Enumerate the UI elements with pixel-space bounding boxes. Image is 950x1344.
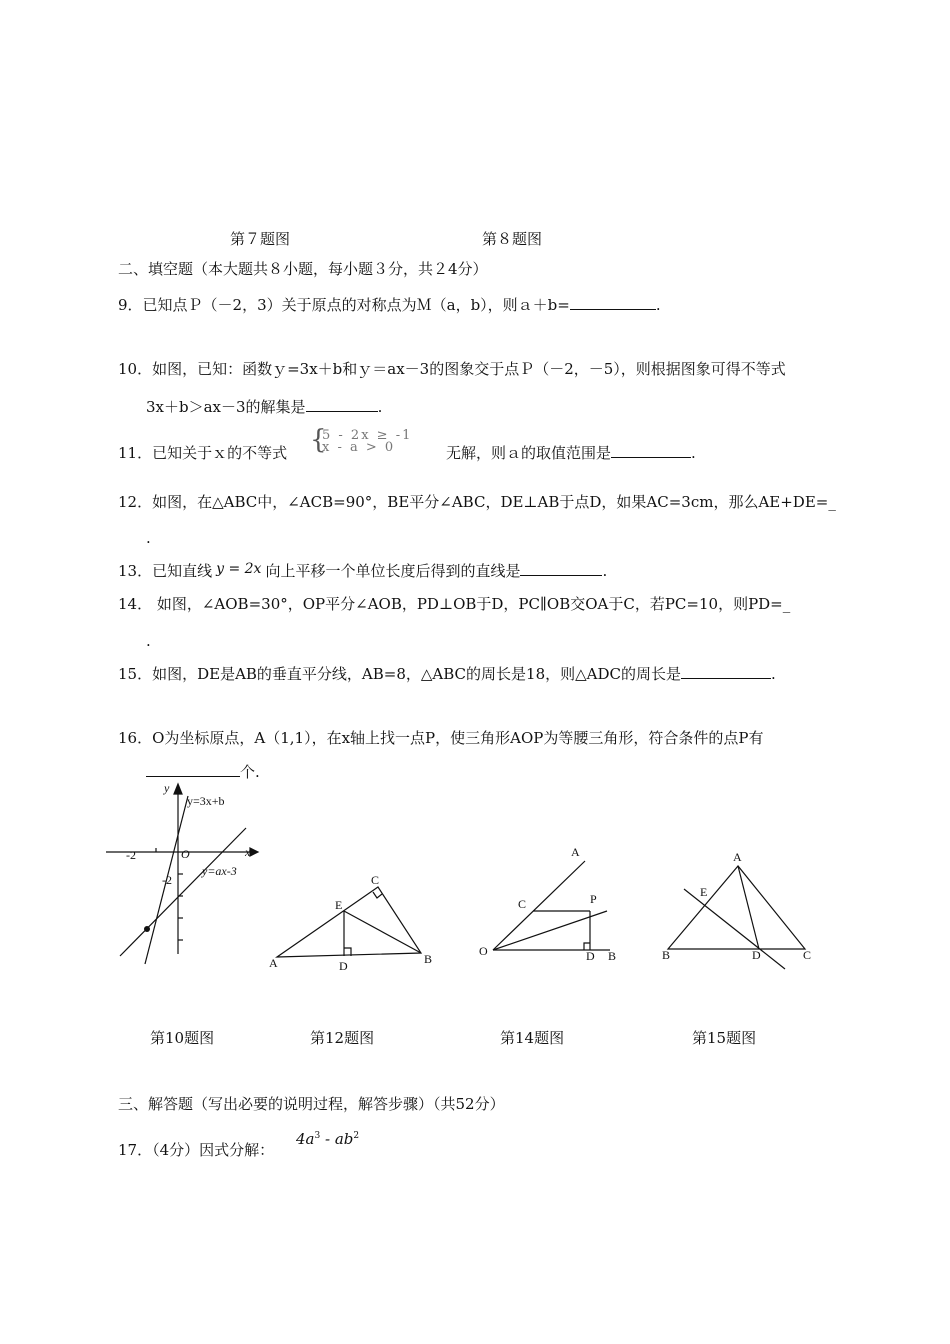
question-10-line2 bbox=[146, 397, 382, 417]
question-12: 12．如图，在△ABC中，∠ACB=90°，BE平分∠ABC，DE⊥AB于点D，如果AC=3cm，那么AE+DE=_ bbox=[118, 493, 836, 511]
question-13-prefix: 13．已知直线 bbox=[118, 562, 213, 580]
question-13 bbox=[118, 561, 607, 582]
question-15-text: 15．如图，DE是AB的垂直平分线，AB=8，△ABC的周长是18，则△ADC的周长是 bbox=[118, 665, 681, 683]
y-axis-label: y bbox=[164, 781, 170, 795]
question-11-suffix-text: 无解，则ａ的取值范围是 bbox=[446, 444, 612, 462]
answer-blank-9[interactable] bbox=[570, 295, 656, 310]
section-3-title: 三、解答题（写出必要的说明过程，解答步骤）（共52分） bbox=[118, 1095, 505, 1113]
question-9-end: . bbox=[655, 296, 661, 314]
question-11-suffix bbox=[446, 443, 696, 463]
label-b: B bbox=[424, 952, 433, 966]
figure-14-angle bbox=[475, 843, 625, 963]
question-11-end: . bbox=[691, 444, 696, 462]
label-b: B bbox=[608, 949, 617, 963]
question-17-text: 17．（4分）因式分解： bbox=[118, 1141, 275, 1159]
caption-fig15: 第15题图 bbox=[692, 1029, 757, 1047]
label-d: D bbox=[586, 949, 595, 963]
inequality-row-1: 5 - 2x ≥ -1 bbox=[322, 428, 413, 443]
question-10: 10．如图，已知：函数ｙ=3x＋b和ｙ＝ax－3的图象交于点Ｐ（－2，－5），则根据图象可得不等式 bbox=[118, 360, 786, 378]
x-minus-2-label: -2 bbox=[126, 848, 136, 862]
expr-exponent-a: 3 bbox=[314, 1131, 321, 1141]
figure-15-triangle bbox=[658, 846, 818, 986]
question-11-prefix: 11．已知关于ｘ的不等式 bbox=[118, 444, 288, 462]
x-axis-label: x bbox=[245, 845, 251, 859]
question-14: 14． 如图，∠AOB=30°，OP平分∠AOB，PD⊥OB于D，PC∥OB交OA于C，若PC=10，则PD=_ bbox=[118, 595, 791, 613]
expr-exponent-b: 2 bbox=[353, 1131, 360, 1141]
answer-blank-16[interactable] bbox=[146, 762, 240, 777]
y-axis-arrow bbox=[174, 784, 182, 794]
answer-blank-11[interactable] bbox=[611, 443, 691, 458]
answer-blank-10[interactable] bbox=[306, 397, 378, 412]
label-d: D bbox=[752, 948, 761, 962]
label-o: O bbox=[479, 944, 488, 958]
question-17 bbox=[118, 1140, 274, 1160]
ray-oa bbox=[493, 861, 585, 950]
line-1-label: y=3x+b bbox=[187, 794, 225, 808]
triangle-abc bbox=[668, 866, 805, 949]
question-13-expr: y = 2x bbox=[216, 561, 262, 577]
question-13-suffix: 向上平移一个单位长度后得到的直线是 bbox=[265, 562, 521, 580]
brace-icon: { bbox=[310, 428, 327, 454]
caption-fig8: 第８题图 bbox=[482, 230, 543, 248]
section-2-title: 二、填空题（本大题共８小题，每小题３分，共２4分） bbox=[118, 260, 488, 278]
bisector-de bbox=[684, 889, 785, 969]
expr-part-a: 4a bbox=[296, 1130, 315, 1148]
question-9-text: 9．已知点Ｐ（－2，3）关于原点的对称点为Ｍ（a，b），则ａ＋b= bbox=[118, 296, 570, 314]
caption-fig12: 第12题图 bbox=[310, 1029, 375, 1047]
label-b: B bbox=[662, 948, 671, 962]
caption-fig14: 第14题图 bbox=[500, 1029, 565, 1047]
origin-label: O bbox=[181, 847, 190, 861]
figure-12-triangle bbox=[265, 872, 445, 972]
expr-part-b: - ab bbox=[320, 1130, 354, 1148]
caption-fig10: 第10题图 bbox=[150, 1029, 215, 1047]
label-a: A bbox=[269, 956, 278, 970]
question-10-end: . bbox=[377, 398, 383, 416]
question-10-line2-text: 3x＋b＞ax－3的解集是 bbox=[146, 398, 306, 416]
inequality-system bbox=[310, 428, 440, 454]
label-c: C bbox=[518, 897, 527, 911]
label-e: E bbox=[335, 898, 343, 912]
inequality-row-2: x - a > 0 bbox=[322, 440, 396, 454]
triangle-abc bbox=[277, 887, 421, 957]
label-a: A bbox=[733, 850, 742, 864]
answer-blank-13[interactable] bbox=[520, 561, 602, 576]
figure-10-graph bbox=[100, 778, 260, 968]
question-17-expression bbox=[296, 1126, 359, 1149]
label-e: E bbox=[700, 885, 708, 899]
label-c: C bbox=[803, 948, 812, 962]
question-14-line2: . bbox=[146, 632, 151, 650]
segment-eb bbox=[344, 911, 421, 953]
label-c: C bbox=[371, 873, 380, 887]
x-axis-arrow bbox=[250, 848, 258, 856]
label-p: P bbox=[590, 892, 597, 906]
question-13-end: . bbox=[602, 562, 608, 580]
question-16: 16．O为坐标原点，A（1,1），在x轴上找一点P，使三角形AOP为等腰三角形，符合条件的点P有 bbox=[118, 729, 764, 747]
question-15-end: . bbox=[771, 665, 776, 683]
label-a: A bbox=[571, 845, 580, 859]
line-2-label: y=ax-3 bbox=[202, 864, 237, 878]
intersection-point-p bbox=[144, 926, 150, 932]
label-d: D bbox=[339, 959, 348, 973]
answer-blank-15[interactable] bbox=[681, 664, 771, 679]
question-9 bbox=[118, 295, 661, 315]
caption-fig7: 第７题图 bbox=[230, 230, 291, 248]
question-16-end: 个. bbox=[240, 763, 260, 781]
question-12-line2: . bbox=[146, 529, 151, 547]
question-15 bbox=[118, 664, 776, 684]
y-minus-2-label: -2 bbox=[162, 873, 172, 887]
